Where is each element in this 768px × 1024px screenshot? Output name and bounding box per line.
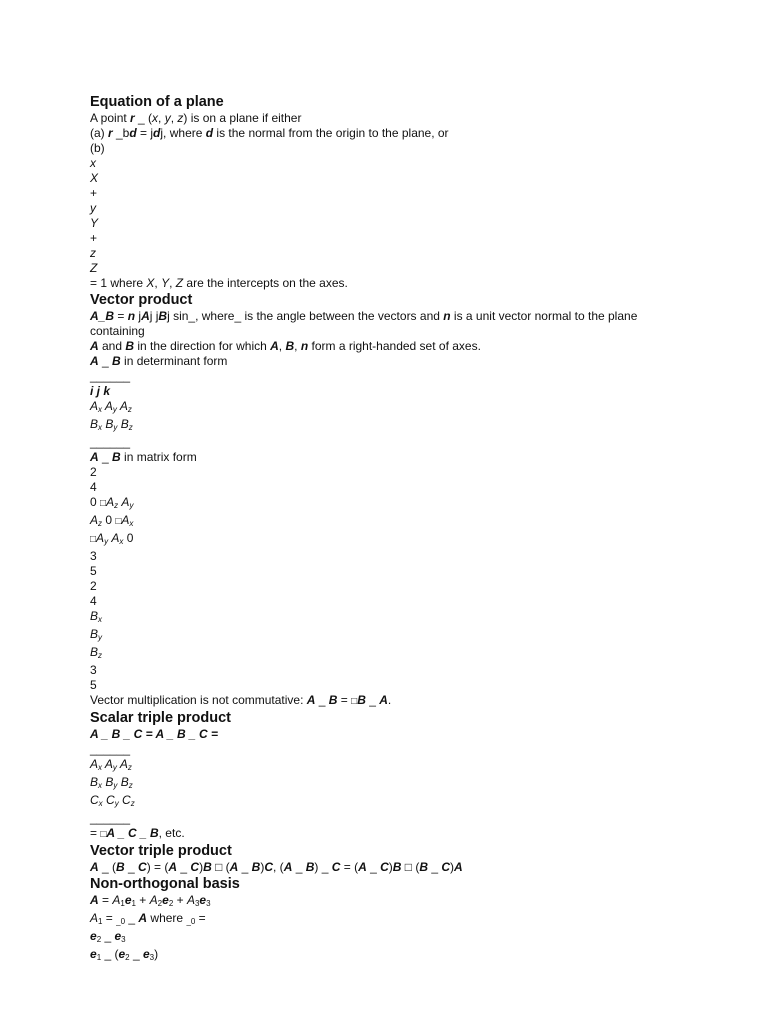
text: _ ( <box>134 111 153 125</box>
text: A <box>283 860 293 874</box>
text: A <box>119 757 128 771</box>
line-component-a1 <box>90 911 690 929</box>
subscript: y <box>98 633 103 642</box>
text: B <box>419 860 429 874</box>
text: , <box>158 111 165 125</box>
subscript: y <box>112 763 117 772</box>
text: e <box>118 947 126 961</box>
text: B <box>90 645 99 659</box>
text: e <box>90 929 97 943</box>
text: are the intercepts on the axes. <box>183 276 348 290</box>
subscript: _0 <box>116 917 126 926</box>
bracket-fragment: 2 <box>90 465 97 479</box>
text: , <box>278 339 286 353</box>
text: ) <box>199 860 204 874</box>
subscript: z <box>114 501 119 510</box>
text: C <box>90 793 99 807</box>
matrix-row-3 <box>90 531 690 549</box>
text: A <box>90 860 99 874</box>
line-right-handed <box>90 339 690 354</box>
symbol-A: A <box>270 339 279 353</box>
bracket-fragment: 3 <box>90 549 97 563</box>
line-vector-product-def <box>90 309 690 339</box>
text: , <box>294 339 301 353</box>
subscript: 1 <box>120 899 125 908</box>
text: = <box>195 911 206 925</box>
text: B <box>90 775 99 789</box>
subscript: x <box>98 405 103 414</box>
heading-non-orthogonal-basis: Non-orthogonal basis <box>90 876 240 892</box>
text: B <box>90 627 99 641</box>
symbol-B: B <box>125 339 135 353</box>
text: A <box>138 911 148 925</box>
text: 0 <box>102 513 116 527</box>
line-not-commutative <box>90 693 690 709</box>
plus-sign: + <box>90 231 98 245</box>
text: A <box>358 860 367 874</box>
text: C <box>190 860 200 874</box>
text: B <box>105 417 114 431</box>
text: + <box>173 893 187 907</box>
text: □ ( <box>401 860 420 874</box>
text: j <box>135 309 142 323</box>
subscript: 3 <box>149 953 155 962</box>
text: A <box>149 893 158 907</box>
subscript: 3 <box>194 899 200 908</box>
text: _b <box>112 126 130 140</box>
subscript: 2 <box>125 953 130 962</box>
text: , <box>170 111 178 125</box>
line-basis-expansion <box>90 893 690 911</box>
text: _ <box>238 860 252 874</box>
symbol-B: B <box>158 309 168 323</box>
text: e <box>124 893 132 907</box>
text: where <box>147 911 187 925</box>
text: A _ C _ B <box>106 826 159 840</box>
symbol-B: B <box>328 693 338 707</box>
symbol-B: B <box>357 693 366 707</box>
line-equals-etc <box>90 826 690 842</box>
text: B <box>251 860 261 874</box>
determinant-bar: ______ <box>90 369 131 383</box>
text: ) <box>154 947 159 961</box>
symbol-B: B <box>112 450 121 464</box>
line-vector-triple <box>90 860 690 875</box>
symbol-A: A <box>90 339 99 353</box>
text: = <box>98 893 113 907</box>
symbol-z: z <box>177 111 184 125</box>
text: + <box>135 893 150 907</box>
text: _ <box>124 860 139 874</box>
missing-glyph-icon: □ <box>115 516 122 527</box>
symbol-n: n <box>443 309 451 323</box>
text: = 1 where <box>90 276 147 290</box>
fraction-z-num: z <box>90 246 96 260</box>
text: ) is on a plane if either <box>183 111 302 125</box>
text: form a right-handed set of axes. <box>308 339 481 353</box>
bracket-fragment: 2 <box>90 579 97 593</box>
text: A <box>112 893 121 907</box>
text: is a unit vector normal to the plane containing <box>90 309 638 338</box>
text: ) _ <box>314 860 332 874</box>
symbol-d: d <box>153 126 161 140</box>
symbol-Y: Y <box>161 276 170 290</box>
text: B <box>392 860 402 874</box>
text: A <box>121 513 130 527</box>
text: = <box>114 309 128 323</box>
text: e <box>199 893 207 907</box>
symbol-B: B <box>112 354 121 368</box>
text: , <box>154 276 162 290</box>
text: A <box>454 860 463 874</box>
determinant-bar: ______ <box>90 811 131 825</box>
missing-glyph-icon: □ <box>351 696 358 707</box>
text: _ <box>101 929 115 943</box>
text: A <box>90 893 99 907</box>
text: B <box>105 775 114 789</box>
fraction-y-num: y <box>90 201 96 215</box>
text: j j <box>149 309 159 323</box>
subscript: y <box>113 781 118 790</box>
subscript: y <box>129 501 134 510</box>
text: is the normal from the origin to the plane, or <box>213 126 449 140</box>
line-determinant-form <box>90 354 690 369</box>
bracket-fragment: 4 <box>90 594 97 608</box>
text: , ( <box>273 860 284 874</box>
text: A <box>111 531 120 545</box>
text: _ <box>366 860 381 874</box>
text: A <box>104 399 113 413</box>
line-e2-cross-e3 <box>90 929 690 947</box>
text: C <box>122 793 131 807</box>
bracket-fragment: 4 <box>90 480 97 494</box>
line-point-on-plane <box>90 111 690 126</box>
text: A <box>90 399 99 413</box>
document-page <box>90 93 690 965</box>
text: C <box>331 860 341 874</box>
symbol-Z: Z <box>175 276 184 290</box>
line-condition-a <box>90 126 690 141</box>
text: in the direction for which <box>134 339 271 353</box>
subscript: x <box>98 423 103 432</box>
matrix-row-2 <box>90 513 690 531</box>
subscript: 3 <box>206 899 211 908</box>
symbol-A: A <box>379 693 388 707</box>
text: A <box>229 860 239 874</box>
line-condition-b: (b) <box>90 141 105 155</box>
text: □ ( <box>211 860 230 874</box>
subscript: z <box>128 781 133 790</box>
text: . <box>387 693 392 707</box>
text: B <box>90 417 99 431</box>
text: A <box>119 399 128 413</box>
symbol-y: y <box>164 111 171 125</box>
subscript: x <box>98 799 103 808</box>
text: ) <box>450 860 455 874</box>
subscript: y <box>114 799 119 808</box>
text: C <box>380 860 389 874</box>
symbol-d: d <box>205 126 214 140</box>
text: e <box>142 947 150 961</box>
text: j sin_, where_ is the angle between the vectors and <box>167 309 444 323</box>
text: A <box>90 513 99 527</box>
symbol-B: B <box>105 309 115 323</box>
symbol-A: A <box>306 693 316 707</box>
text: B <box>305 860 315 874</box>
symbol-A: A <box>90 354 99 368</box>
text: _ <box>292 860 306 874</box>
line-matrix-form <box>90 450 690 465</box>
heading-equation-of-plane: Equation of a plane <box>90 94 224 110</box>
text: _ <box>315 693 329 707</box>
subscript: z <box>127 405 132 414</box>
heading-vector-product: Vector product <box>90 292 193 308</box>
text: (a) <box>90 126 108 140</box>
text: B <box>120 775 129 789</box>
text: ) <box>388 860 393 874</box>
subscript: x <box>98 781 103 790</box>
text: , <box>169 276 176 290</box>
text: _ <box>365 693 380 707</box>
text: A <box>168 860 178 874</box>
text: _ <box>98 309 106 323</box>
text: A point <box>90 111 131 125</box>
heading-scalar-triple-product: Scalar triple product <box>90 710 232 726</box>
text: ) <box>260 860 265 874</box>
text: j, where <box>160 126 206 140</box>
text: 0 <box>90 495 101 509</box>
text: = <box>90 826 101 840</box>
text: _ <box>125 911 139 925</box>
text: B <box>203 860 212 874</box>
text: = ( <box>340 860 359 874</box>
subscript: _0 <box>186 917 196 926</box>
symbol-n: n <box>300 339 309 353</box>
text: _ <box>177 860 191 874</box>
subscript: x <box>119 537 124 546</box>
line-scalar-triple: A _ B _ C = A _ B _ C = <box>90 727 219 741</box>
text: e <box>114 929 122 943</box>
determinant-row-b <box>90 775 690 793</box>
text: _ <box>129 947 143 961</box>
text: B <box>90 609 99 623</box>
text: C <box>264 860 274 874</box>
text: _ <box>98 354 113 368</box>
subscript: 1 <box>96 953 102 962</box>
subscript: z <box>98 519 103 528</box>
subscript: z <box>98 651 103 660</box>
subscript: 3 <box>121 935 126 944</box>
text: e <box>90 947 97 961</box>
text: and <box>98 339 126 353</box>
text: in matrix form <box>120 450 197 464</box>
text: A <box>121 495 130 509</box>
text: ) = ( <box>146 860 169 874</box>
text: Vector multiplication is not commutative: <box>90 693 307 707</box>
text: A <box>90 911 99 925</box>
text: in determinant form <box>120 354 228 368</box>
symbol-r: r <box>108 126 113 140</box>
symbol-B: B <box>285 339 295 353</box>
text: = <box>337 693 352 707</box>
bracket-fragment: 5 <box>90 564 97 578</box>
line-intercepts <box>90 276 690 291</box>
fraction-x-den: X <box>90 171 99 185</box>
text: = <box>102 911 117 925</box>
symbol-d: d <box>129 126 137 140</box>
symbol-X: X <box>146 276 155 290</box>
column-bx <box>90 609 690 627</box>
text: C <box>138 860 147 874</box>
symbol-n: n <box>127 309 136 323</box>
text: C <box>441 860 451 874</box>
missing-glyph-icon: □ <box>100 498 107 509</box>
symbol-A: A <box>141 309 150 323</box>
column-bz <box>90 645 690 663</box>
text: B <box>120 417 129 431</box>
text: _ <box>428 860 442 874</box>
text: B <box>116 860 125 874</box>
subscript: z <box>127 763 132 772</box>
subscript: 2 <box>96 935 102 944</box>
text: A <box>104 757 113 771</box>
determinant-bar: ______ <box>90 435 131 449</box>
determinant-row-c <box>90 793 690 811</box>
text: A <box>106 495 115 509</box>
subscript: y <box>113 423 118 432</box>
plus-sign: + <box>90 186 98 200</box>
text: = j <box>136 126 154 140</box>
text: C <box>106 793 115 807</box>
matrix-row-1 <box>90 495 690 513</box>
text: 0 <box>123 531 134 545</box>
symbol-r: r <box>130 111 135 125</box>
missing-glyph-icon: □ <box>100 829 107 840</box>
text: A <box>96 531 105 545</box>
bracket-fragment: 5 <box>90 678 97 692</box>
determinant-row-ijk: i j k <box>90 384 111 398</box>
subscript: 2 <box>157 899 163 908</box>
determinant-row-a <box>90 399 690 417</box>
symbol-A: A <box>90 450 99 464</box>
subscript: 1 <box>98 917 103 926</box>
fraction-x-num: x <box>90 156 96 170</box>
text: e <box>162 893 169 907</box>
column-by <box>90 627 690 645</box>
subscript: x <box>98 763 103 772</box>
subscript: x <box>98 615 103 624</box>
text: A <box>90 757 99 771</box>
subscript: z <box>128 423 133 432</box>
subscript: x <box>129 519 134 528</box>
missing-glyph-icon: □ <box>90 534 97 545</box>
bracket-fragment: 3 <box>90 663 97 677</box>
subscript: 2 <box>168 899 174 908</box>
subscript: y <box>112 405 117 414</box>
text: _ <box>98 450 113 464</box>
line-e1-dot-cross <box>90 947 690 965</box>
text: A <box>186 893 195 907</box>
symbol-x: x <box>152 111 159 125</box>
determinant-row-b <box>90 417 690 435</box>
text: _ ( <box>101 947 119 961</box>
subscript: 1 <box>131 899 136 908</box>
text: , etc. <box>158 826 185 840</box>
determinant-row-a <box>90 757 690 775</box>
subscript: z <box>130 799 135 808</box>
symbol-A: A <box>90 309 99 323</box>
fraction-z-den: Z <box>90 261 98 275</box>
fraction-y-den: Y <box>90 216 99 230</box>
subscript: y <box>104 537 109 546</box>
text: _ ( <box>98 860 117 874</box>
determinant-bar: ______ <box>90 742 131 756</box>
heading-vector-triple-product: Vector triple product <box>90 843 232 859</box>
